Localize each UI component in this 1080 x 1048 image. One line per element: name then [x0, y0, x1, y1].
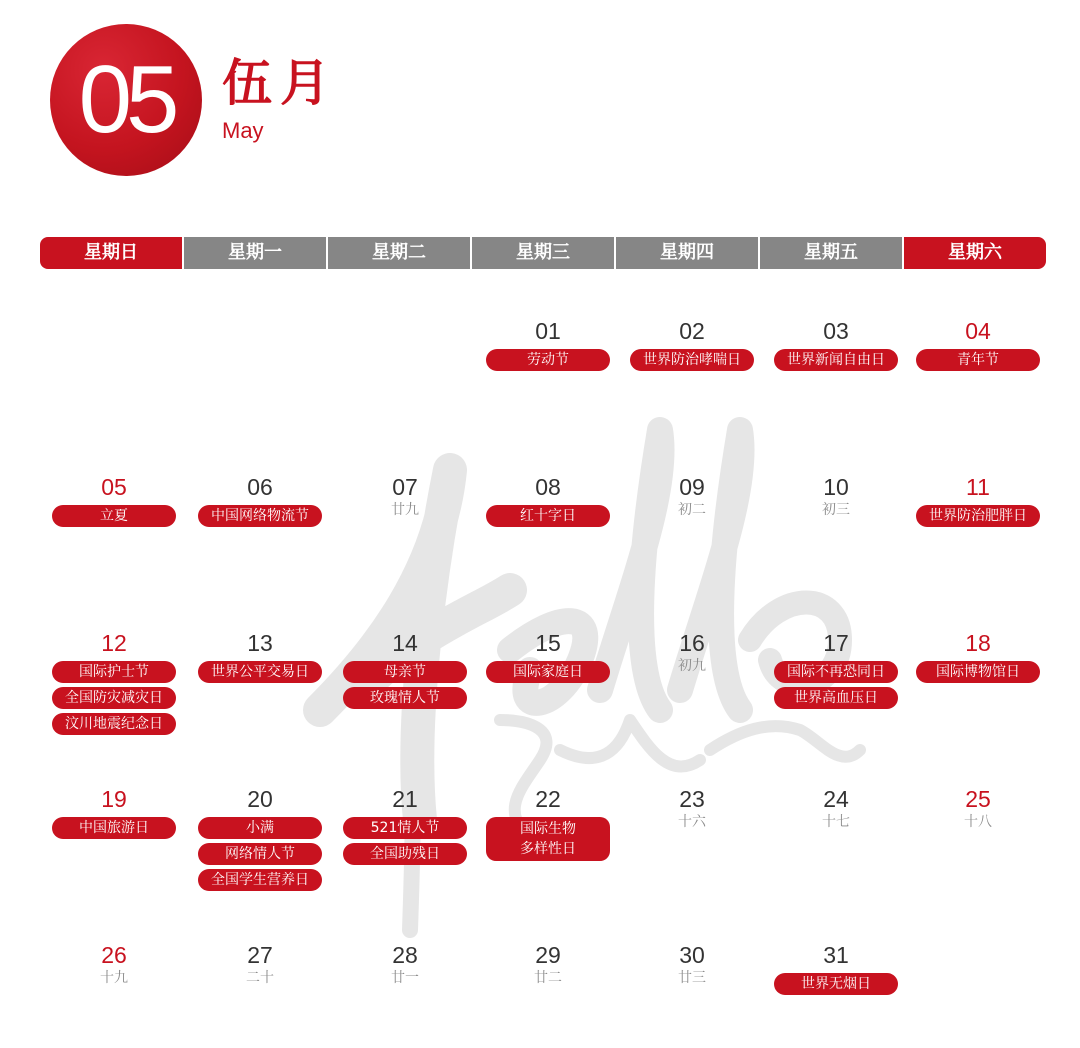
- lunar-date: 十九: [100, 970, 128, 986]
- day-number: 15: [535, 630, 561, 656]
- day-number: 03: [823, 318, 849, 344]
- day-number: 04: [965, 318, 991, 344]
- holiday-tag: 劳动节: [486, 349, 610, 371]
- day-cell-30[interactable]: [627, 942, 757, 987]
- holiday-tag: 立夏: [52, 505, 176, 527]
- day-cell-31[interactable]: [771, 942, 901, 995]
- day-number: 22: [535, 786, 561, 812]
- day-cell-27[interactable]: [195, 942, 325, 987]
- day-number: 23: [679, 786, 705, 812]
- holiday-tag: 红十字日: [486, 505, 610, 527]
- holiday-tag: 国际博物馆日: [916, 661, 1040, 683]
- day-number: 10: [823, 474, 849, 500]
- day-cell-29[interactable]: [483, 942, 613, 987]
- day-number: 19: [101, 786, 127, 812]
- holiday-tag: 汶川地震纪念日: [52, 713, 176, 735]
- day-number: 16: [679, 630, 705, 656]
- day-cell-08[interactable]: [483, 474, 613, 527]
- weekday-tuesday: 星期二: [328, 237, 470, 269]
- day-cell-06[interactable]: [195, 474, 325, 527]
- day-number: 02: [679, 318, 705, 344]
- day-number: 24: [823, 786, 849, 812]
- weekday-thursday: 星期四: [616, 237, 758, 269]
- lunar-date: 二十: [246, 970, 274, 986]
- day-cell-07[interactable]: [340, 474, 470, 519]
- lunar-date: 十七: [822, 814, 850, 830]
- month-title-chinese: 伍月: [222, 54, 338, 112]
- lunar-date: 廿二: [534, 970, 562, 986]
- day-number: 08: [535, 474, 561, 500]
- lunar-date: 初九: [678, 658, 706, 674]
- day-cell-21[interactable]: [340, 786, 470, 865]
- holiday-tag: 母亲节: [343, 661, 467, 683]
- month-title-english: May: [222, 118, 264, 143]
- holiday-tag: 世界防治肥胖日: [916, 505, 1040, 527]
- holiday-tag: 全国学生营养日: [198, 869, 322, 891]
- weekday-sunday: 星期日: [40, 237, 182, 269]
- day-number: 06: [247, 474, 273, 500]
- holiday-tag: 玫瑰情人节: [343, 687, 467, 709]
- lunar-date: 初二: [678, 502, 706, 518]
- holiday-tag: 全国防灾减灾日: [52, 687, 176, 709]
- lunar-date: 初三: [822, 502, 850, 518]
- day-cell-04[interactable]: [913, 318, 1043, 371]
- month-number: 05: [78, 46, 174, 153]
- day-number: 28: [392, 942, 418, 968]
- weekday-saturday: 星期六: [904, 237, 1046, 269]
- day-cell-09[interactable]: [627, 474, 757, 519]
- weekday-friday: 星期五: [760, 237, 902, 269]
- lunar-date: 十六: [678, 814, 706, 830]
- day-cell-24[interactable]: [771, 786, 901, 831]
- day-cell-16[interactable]: [627, 630, 757, 675]
- holiday-tag: 国际生物 多样性日: [486, 817, 610, 861]
- day-number: 17: [823, 630, 849, 656]
- holiday-tag: 世界公平交易日: [198, 661, 322, 683]
- day-number: 12: [101, 630, 127, 656]
- day-number: 25: [965, 786, 991, 812]
- day-cell-12[interactable]: [49, 630, 179, 735]
- holiday-tag: 世界高血压日: [774, 687, 898, 709]
- holiday-tag: 521情人节: [343, 817, 467, 839]
- weekday-header: [40, 237, 1046, 269]
- day-cell-28[interactable]: [340, 942, 470, 987]
- lunar-date: 十八: [964, 814, 992, 830]
- day-cell-14[interactable]: [340, 630, 470, 709]
- day-number: 29: [535, 942, 561, 968]
- day-cell-02[interactable]: [627, 318, 757, 371]
- day-cell-11[interactable]: [913, 474, 1043, 527]
- holiday-tag: 国际家庭日: [486, 661, 610, 683]
- holiday-tag: 国际不再恐同日: [774, 661, 898, 683]
- holiday-tag: 小满: [198, 817, 322, 839]
- day-cell-22[interactable]: [483, 786, 613, 861]
- lunar-date: 廿一: [391, 970, 419, 986]
- day-cell-23[interactable]: [627, 786, 757, 831]
- month-number-badge: [50, 24, 202, 176]
- day-cell-10[interactable]: [771, 474, 901, 519]
- day-number: 31: [823, 942, 849, 968]
- day-cell-20[interactable]: [195, 786, 325, 891]
- holiday-tag: 网络情人节: [198, 843, 322, 865]
- lunar-date: 廿三: [678, 970, 706, 986]
- holiday-tag: 中国网络物流节: [198, 505, 322, 527]
- day-cell-15[interactable]: [483, 630, 613, 683]
- holiday-tag: 世界新闻自由日: [774, 349, 898, 371]
- day-cell-19[interactable]: [49, 786, 179, 839]
- day-number: 09: [679, 474, 705, 500]
- day-cell-26[interactable]: [49, 942, 179, 987]
- day-number: 07: [392, 474, 418, 500]
- day-cell-17[interactable]: [771, 630, 901, 709]
- weekday-wednesday: 星期三: [472, 237, 614, 269]
- holiday-tag: 世界防治哮喘日: [630, 349, 754, 371]
- holiday-tag: 国际护士节: [52, 661, 176, 683]
- day-number: 26: [101, 942, 127, 968]
- day-number: 20: [247, 786, 273, 812]
- day-cell-01[interactable]: [483, 318, 613, 371]
- day-number: 18: [965, 630, 991, 656]
- day-number: 21: [392, 786, 418, 812]
- day-number: 27: [247, 942, 273, 968]
- day-number: 30: [679, 942, 705, 968]
- day-number: 11: [966, 474, 990, 500]
- holiday-tag: 中国旅游日: [52, 817, 176, 839]
- day-cell-13[interactable]: [195, 630, 325, 683]
- day-number: 13: [247, 630, 273, 656]
- lunar-date: 廿九: [391, 502, 419, 518]
- weekday-monday: 星期一: [184, 237, 326, 269]
- day-cell-05[interactable]: [49, 474, 179, 527]
- day-cell-18[interactable]: [913, 630, 1043, 683]
- day-cell-03[interactable]: [771, 318, 901, 371]
- day-cell-25[interactable]: [913, 786, 1043, 831]
- holiday-tag: 世界无烟日: [774, 973, 898, 995]
- day-number: 01: [535, 318, 561, 344]
- day-number: 14: [392, 630, 418, 656]
- day-number: 05: [101, 474, 127, 500]
- holiday-tag: 全国助残日: [343, 843, 467, 865]
- holiday-tag: 青年节: [916, 349, 1040, 371]
